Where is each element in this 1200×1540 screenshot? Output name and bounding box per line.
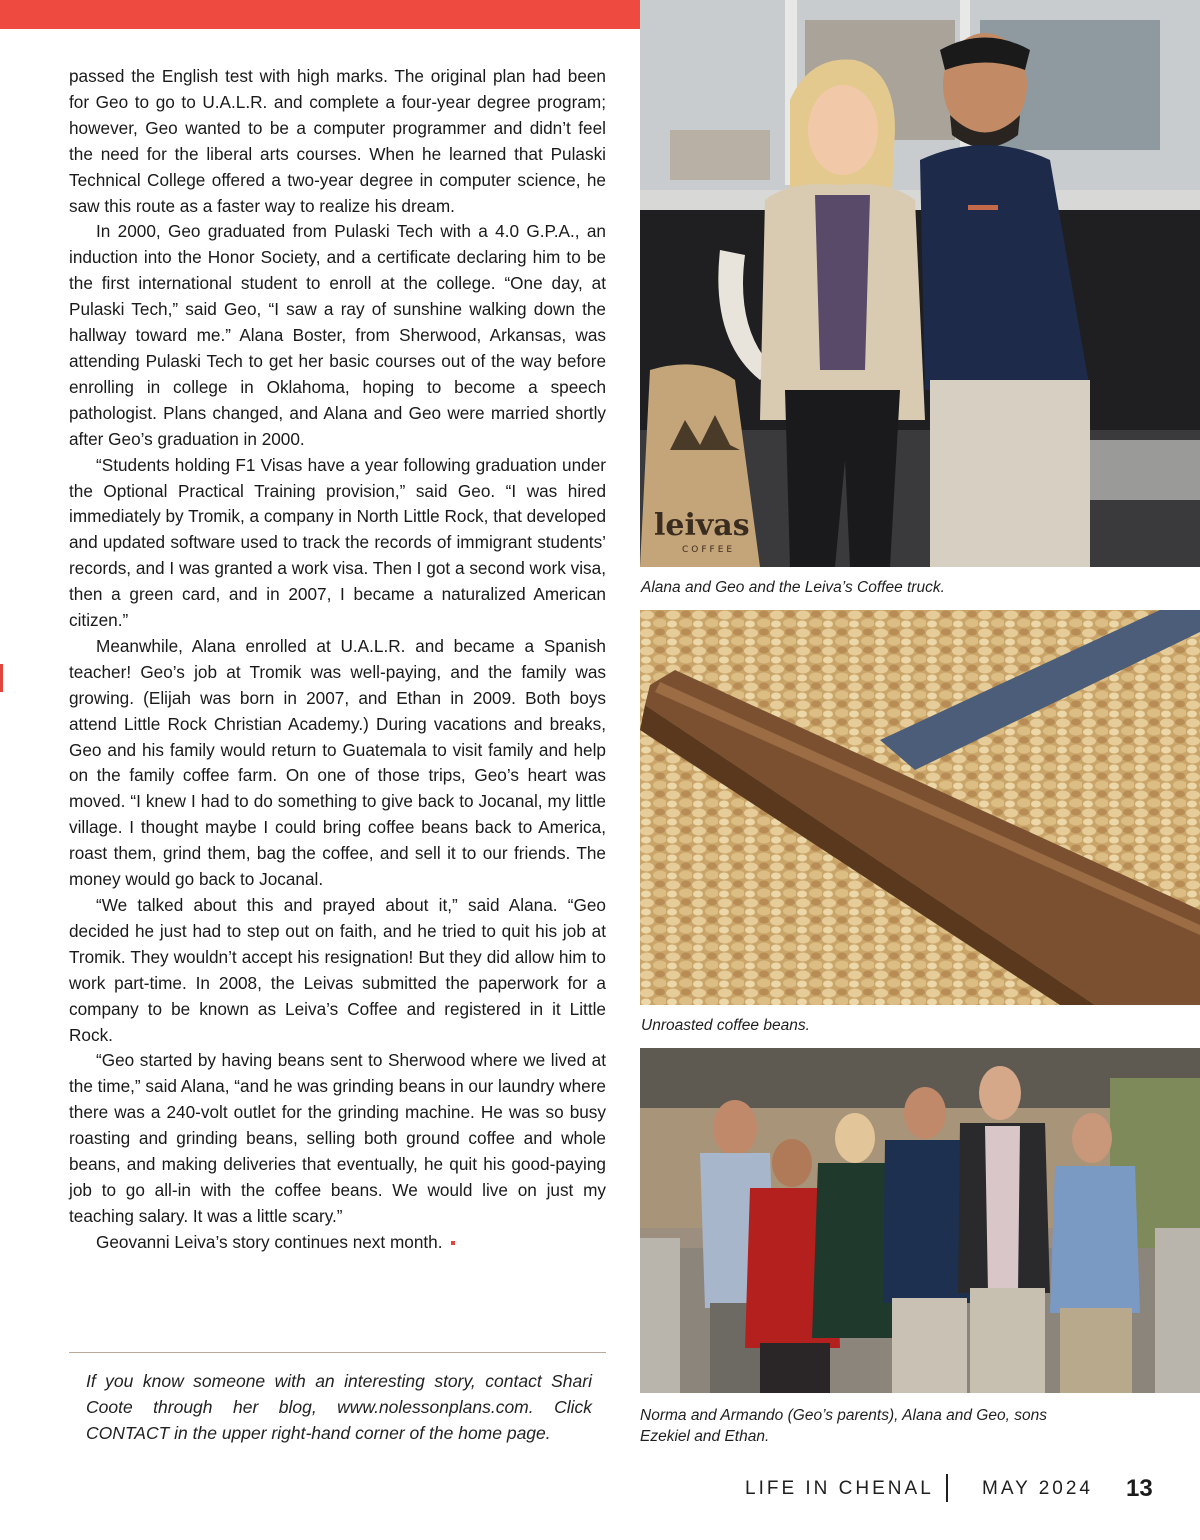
sack-logo-subtext: COFFEE — [682, 545, 736, 555]
article-paragraph: “Students holding F1 Visas have a year following graduation under the Optional Practical Training provision,” said Geo. “I was hired immediately by Tromik, a company in North Little Rock, that developed and updated software used to track the records of immigrant students’ records, and I was granted a work visa. Then I got a second work visa, then a green card, and in 2007, I became a naturalized American citizen.” — [69, 454, 606, 631]
sack-logo-text: leivas — [654, 508, 750, 543]
article-paragraph: “Geo started by having beans sent to Sherwood where we lived at the time,” said Alana, “and he was grinding beans in our laundry where there was a 240-volt outlet for the grinding machine. He was so busy roasting and grinding beans, selling both ground coffee and whole beans, and making deliveries that eventually, he quit his good-paying job to go all-in with the coffee beans. We would live on just my teaching salary. It was a little scary.” — [69, 1050, 606, 1226]
contact-note: If you know someone with an interesting story, contact Shari Coote through her blog, www.nolessonplans.com. Click CONTACT in the upper right-hand corner of the home page. — [86, 1371, 592, 1443]
caption-beans: Unroasted coffee beans. — [641, 1017, 810, 1034]
photo-family — [640, 1048, 1200, 1393]
article-paragraph: “We talked about this and prayed about it,” said Alana. “Geo decided he just had to step out on faith, and he tried to quit his job at Tromik. They wouldn’t accept his resignation! But they did allow him to work part-time. In 2008, the Leivas submitted the paperwork for a company to be known as Leiva’s Coffee and registered in it Little Rock. — [69, 895, 606, 1045]
article-paragraph: Meanwhile, Alana enrolled at U.A.L.R. and became a Spanish teacher! Geo’s job at Tromik was well-paying, and the family was growing. (Elijah was born in 2007, and Ethan in 2009. Both boys attend Little Rock Christian Academy.) During vacations and breaks, Geo and his family would return to Guatemala to visit family and help on the family coffee farm. On one of those trips, Geo’s heart was moved. “I knew I had to do something to give back to Jocanal, my little village. I thought maybe I could bring coffee beans back to America, roast them, grind them, bag the coffee, and sell it to our friends. The money would go back to Jocanal. — [69, 635, 606, 890]
photo-unroasted-beans — [640, 610, 1200, 1005]
article-closing-paragraph — [69, 1230, 606, 1256]
caption-coffee-truck: Alana and Geo and the Leiva’s Coffee truck. — [641, 579, 945, 596]
article-paragraph: In 2000, Geo graduated from Pulaski Tech with a 4.0 G.P.A., an induction into the Honor Society, and a certificate declaring him to be the first international student to enroll at the college. “One day, at Pulaski Tech,” said Geo, “I saw a ray of sunshine walking down the hallway toward me.” Alana Boster, from Sherwood, Arkansas, was attending Pulaski Tech to get her basic courses out of the way before enrolling in college in Oklahoma, hoping to become a speech pathologist. Plans changed, and Alana and Geo were married shortly after Geo’s graduation in 2000. — [69, 221, 606, 449]
divider-rule — [69, 1352, 606, 1353]
article-body — [69, 64, 606, 1256]
margin-accent-mark — [0, 664, 3, 692]
page-number: 13 — [1126, 1475, 1153, 1502]
photo-coffee-truck — [640, 0, 1200, 567]
footer-magazine-name: LIFE IN CHENAL — [745, 1478, 934, 1499]
top-accent-bar — [0, 0, 640, 29]
caption-family-line2: Ezekiel and Ethan. — [640, 1428, 770, 1445]
continues-text: Geovanni Leiva’s story continues next month. — [96, 1231, 443, 1252]
caption-family-line1: Norma and Armando (Geo’s parents), Alana and Geo, sons — [640, 1407, 1047, 1424]
footer-issue-date: MAY 2024 — [982, 1478, 1093, 1499]
article-paragraph: passed the English test with high marks. The original plan had been for Geo to go to U.A.L.R. and complete a four-year degree program; however, Geo wanted to be a computer programmer and didn’t feel the need for the liberal arts courses. When he learned that Pulaski Technical College offered a two-year degree in computer science, he saw this route as a faster way to realize his dream. — [69, 66, 606, 216]
footer-separator — [946, 1474, 948, 1502]
end-of-article-mark — [451, 1241, 455, 1245]
caption-family — [640, 1405, 1195, 1447]
